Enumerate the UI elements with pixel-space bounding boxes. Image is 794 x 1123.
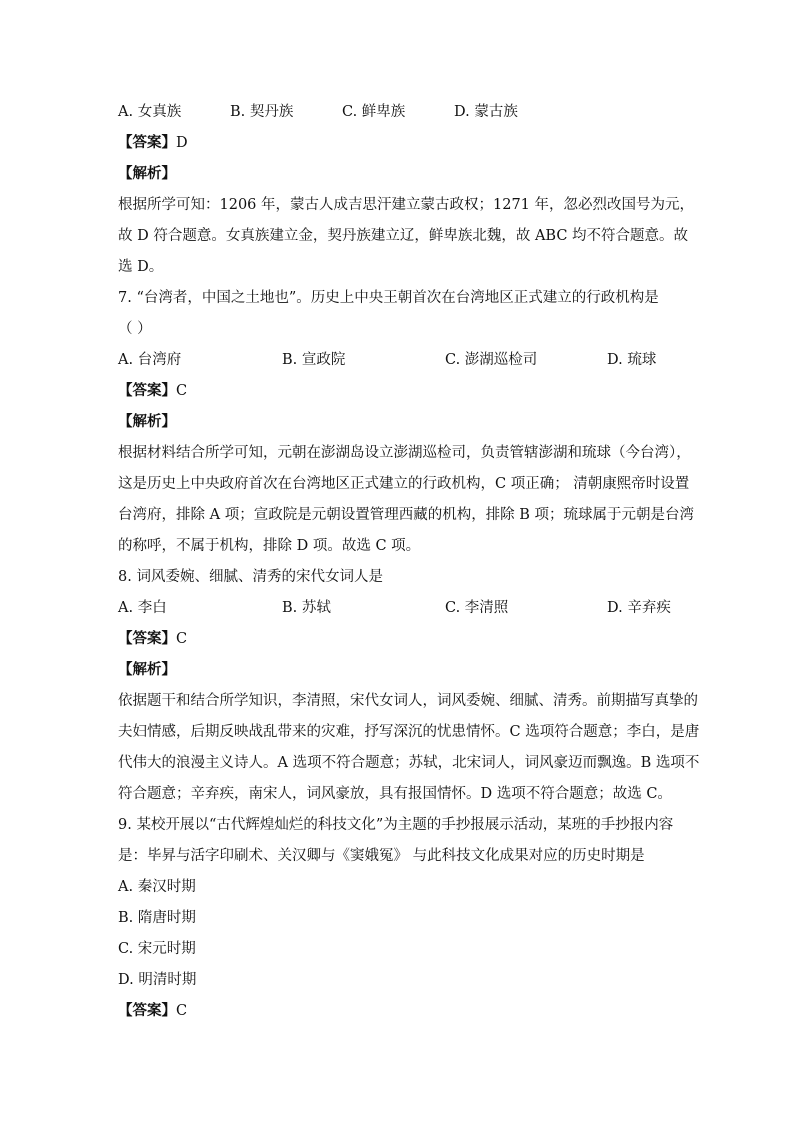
q7-option-d: D. 琉球 <box>607 352 657 368</box>
q9-answer-value: C <box>176 1003 188 1019</box>
q9-option-c: C. 宋元时期 <box>118 941 196 957</box>
q8-option-b: B. 苏轼 <box>282 600 331 616</box>
q8-analysis-tag: 【解析】 <box>118 661 176 678</box>
q9-stem: 9. 某校开展以“古代辉煌灿烂的科技文化”为主题的手抄报展示活动，某班的手抄报内容 <box>118 817 674 833</box>
q9-option-b: B. 隋唐时期 <box>118 910 196 926</box>
q7-option-c: C. 澎湖巡检司 <box>445 352 538 368</box>
q9-answer <box>118 999 678 1030</box>
q8-stem: 8. 词风委婉、细腻、清秀的宋代女词人是 <box>118 569 383 585</box>
q9-option-d: D. 明清时期 <box>118 972 197 988</box>
q6-option-d: D. 蒙古族 <box>454 104 518 120</box>
q6-option-b: B. 契丹族 <box>230 104 294 120</box>
q8-option-a: A. 李白 <box>118 600 167 616</box>
q6-option-a: A. 女真族 <box>118 104 182 120</box>
q7-option-b: B. 宣政院 <box>282 352 346 368</box>
q7-options <box>118 348 678 379</box>
q8-analysis-line-1: 依据题干和结合所学知识，李清照，宋代女词人，词风委婉、细腻、清秀。前期描写真挚的 <box>118 693 698 709</box>
q8-analysis-line-3: 代伟大的浪漫主义诗人。A 选项不符合题意；苏轼，北宋词人，词风豪迈而飘逸。B 选项不 <box>118 755 700 771</box>
answer-tag: 【答案】 <box>118 1002 176 1019</box>
q7-analysis-tag: 【解析】 <box>118 413 176 430</box>
q7-stem-continued: （ ） <box>118 321 152 337</box>
q6-options <box>118 100 678 131</box>
q6-answer <box>118 131 678 162</box>
answer-tag: 【答案】 <box>118 134 176 151</box>
q8-options <box>118 596 678 627</box>
q8-analysis-line-2: 夫妇情感，后期反映战乱带来的灾难，抒写深沉的忧患情怀。C 选项符合题意；李白，是唐 <box>118 724 700 740</box>
q7-answer-value: C <box>176 383 188 399</box>
q6-analysis-tag: 【解析】 <box>118 165 176 182</box>
q9-stem-continued: 是：毕昇与活字印刷术、关汉卿与《窦娥冤》 与此科技文化成果对应的历史时期是 <box>118 848 645 864</box>
q7-option-a: A. 台湾府 <box>118 352 182 368</box>
q8-option-d: D. 辛弃疾 <box>607 600 671 616</box>
q6-analysis-line-2: 故 D 符合题意。女真族建立金，契丹族建立辽，鲜卑族北魏，故 ABC 均不符合题意。故 <box>118 228 689 244</box>
q6-answer-value: D <box>176 135 188 151</box>
q8-answer <box>118 627 678 658</box>
q6-option-c: C. 鲜卑族 <box>342 104 406 120</box>
q9-option-a: A. 秦汉时期 <box>118 879 196 895</box>
q6-analysis-line-3: 选 D。 <box>118 259 164 275</box>
q7-stem: 7. “台湾者，中国之土地也”。历史上中央王朝首次在台湾地区正式建立的行政机构是 <box>118 290 659 306</box>
document-content <box>118 100 700 1030</box>
q7-analysis-line-1: 根据材料结合所学可知，元朝在澎湖岛设立澎湖巡检司，负责管辖澎湖和琉球（今台湾）， <box>118 445 691 461</box>
q8-option-c: C. 李清照 <box>445 600 509 616</box>
q6-analysis-line-1: 根据所学可知：1206 年，蒙古人成吉思汗建立蒙古政权；1271 年，忽必烈改国号为元， <box>118 197 695 213</box>
q7-analysis-line-3: 台湾府，排除 A 项；宣政院是元朝设置管理西藏的机构，排除 B 项；琉球属于元朝是台湾 <box>118 507 695 523</box>
q7-answer <box>118 379 678 410</box>
answer-tag: 【答案】 <box>118 382 176 399</box>
q7-analysis-line-2: 这是历史上中央政府首次在台湾地区正式建立的行政机构，C 项正确； 清朝康熙帝时设置 <box>118 476 690 492</box>
q8-analysis-line-4: 符合题意；辛弃疾，南宋人，词风豪放，具有报国情怀。D 选项不符合题意；故选 C。 <box>118 786 672 802</box>
q7-analysis-line-4: 的称呼，不属于机构，排除 D 项。故选 C 项。 <box>118 538 421 554</box>
q8-answer-value: C <box>176 631 188 647</box>
answer-tag: 【答案】 <box>118 630 176 647</box>
